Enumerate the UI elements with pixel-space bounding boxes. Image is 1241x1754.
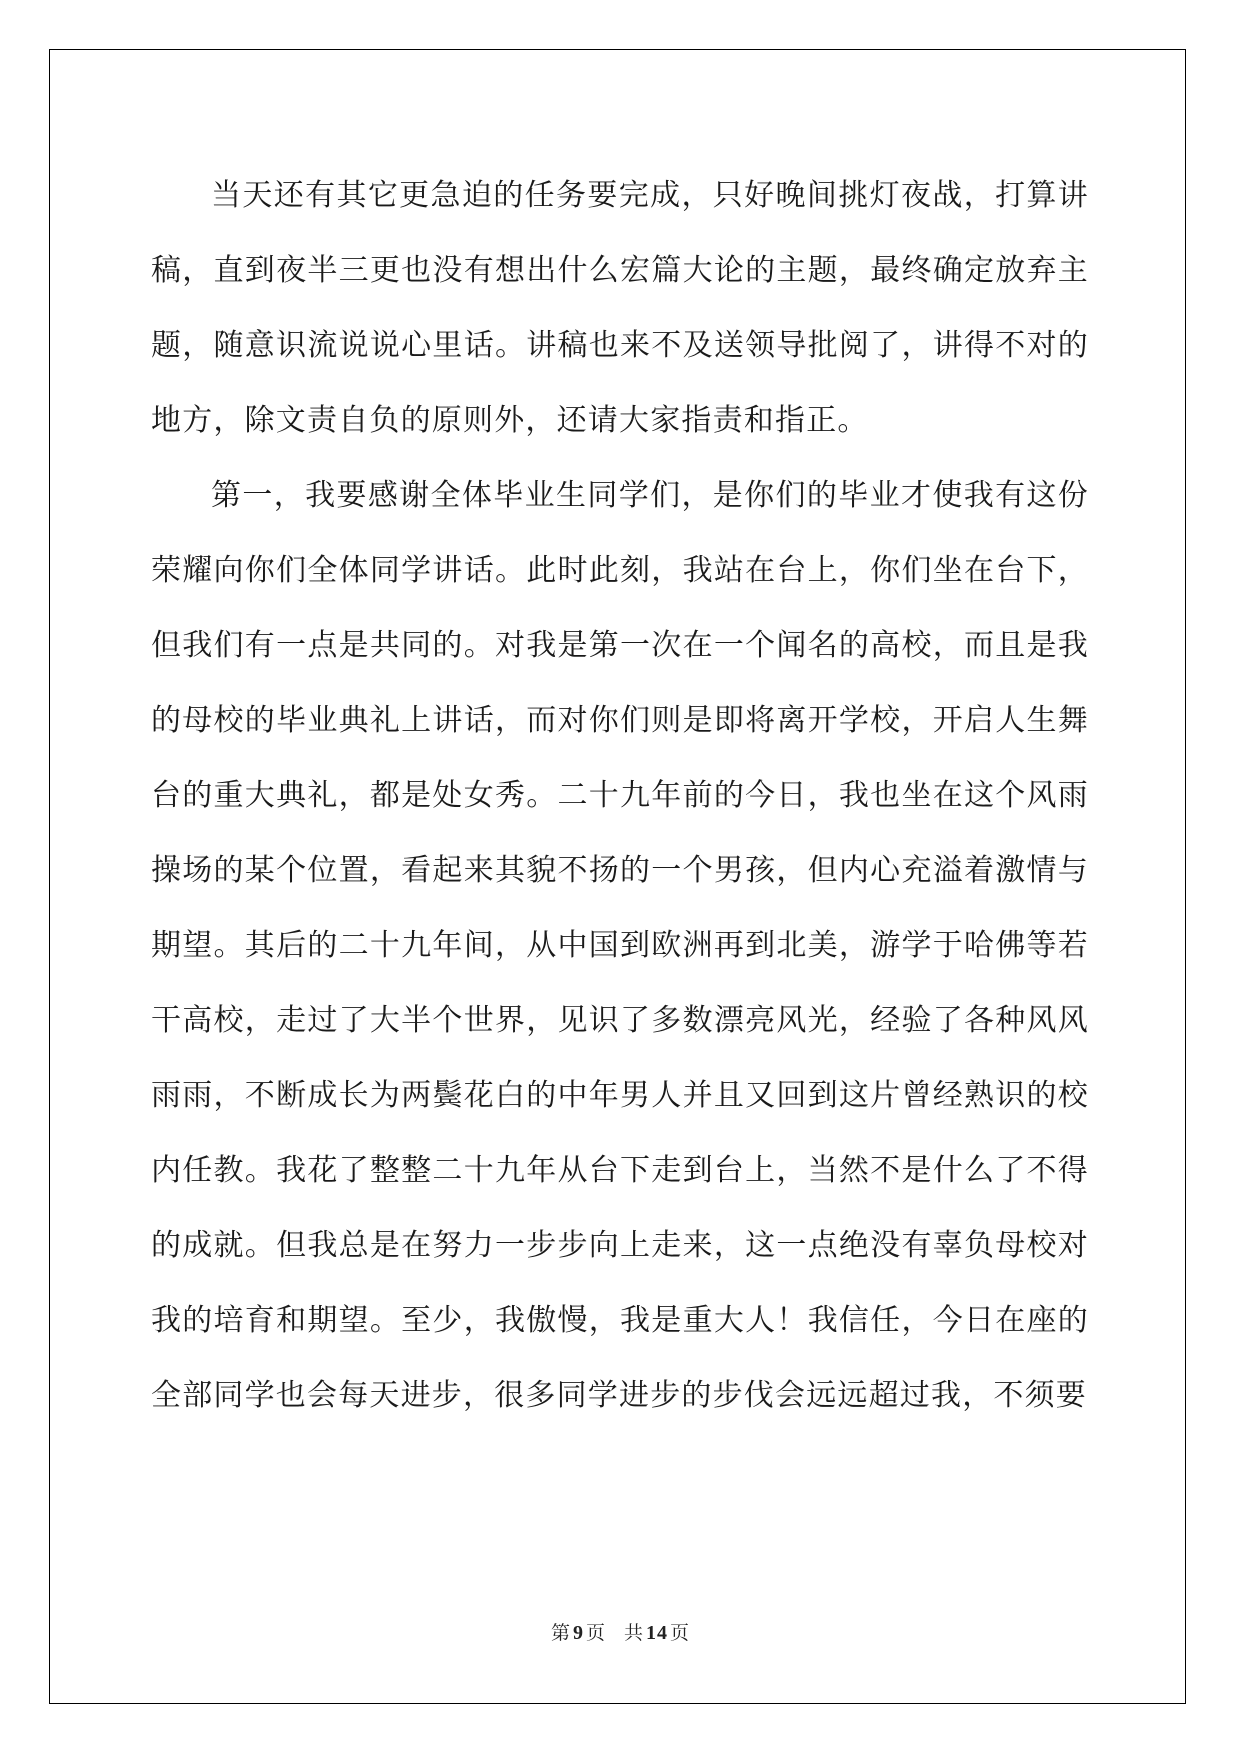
page-suffix: 页: [585, 1623, 606, 1644]
total-pages: 14: [646, 1622, 669, 1644]
page-footer: [0, 1618, 1241, 1645]
paragraph-2: 第一，我要感谢全体毕业生同学们，是你们的毕业才使我有这份荣耀向你们全体同学讲话。此时此刻，我站在台上，你们坐在台下，但我们有一点是共同的。对我是第一次在一个闻名的高校，而且是我的母校的毕业典礼上讲话，而对你们则是即将离开学校，开启人生舞台的重大典礼，都是处女秀。二十九年前的今日，我也坐在这个风雨操场的某个位置，看起来其貌不扬的一个男孩，但内心充溢着激情与期望。其后的二十九年间，从中国到欧洲再到北美，游学于哈佛等若干高校，走过了大半个世界，见识了多数漂亮风光，经验了各种风风雨雨，不断成长为两鬓花白的中年男人并且又回到这片曾经熟识的校内任教。我花了整整二十九年从台下走到台上，当然不是什么了不得的成就。但我总是在努力一步步向上走来，这一点绝没有辜负母校对我的培育和期望。至少，我傲慢，我是重大人！我信任，今日在座的全部同学也会每天进步，很多同学进步的步伐会远远超过我，不须要: [151, 478, 1089, 1413]
total-prefix: 共: [624, 1623, 645, 1644]
document-body: [151, 158, 1089, 1433]
page-prefix: 第: [550, 1623, 571, 1644]
page-number: 9: [572, 1622, 584, 1644]
paragraph-1: 当天还有其它更急迫的任务要完成，只好晚间挑灯夜战，打算讲稿，直到夜半三更也没有想出什么宏篇大论的主题，最终确定放弃主题，随意识流说说心里话。讲稿也来不及送领导批阅了，讲得不对的地方，除文责自负的原则外，还请大家指责和指正。: [151, 178, 1089, 438]
total-suffix: 页: [670, 1623, 691, 1644]
